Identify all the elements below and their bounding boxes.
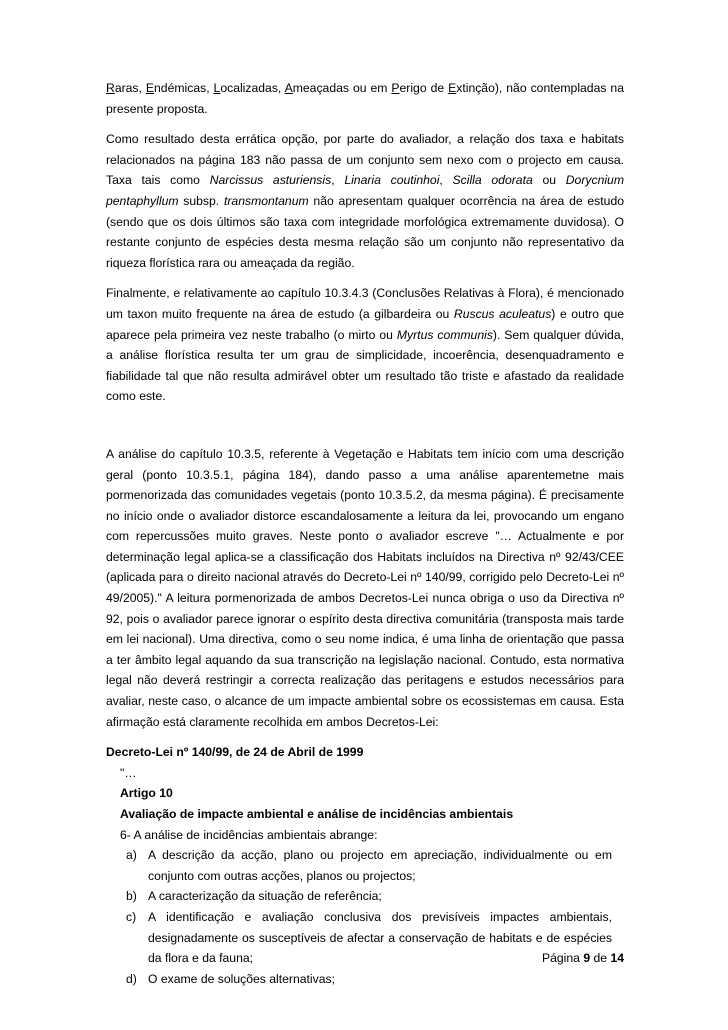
- text-run: ) e outro que aparece pela primeira vez neste trabalho (o mirto ou: [106, 306, 625, 342]
- text-run: xtinção), não contempladas na presente proposta.: [106, 81, 624, 116]
- open-quote: "…: [120, 765, 137, 780]
- decree-title: Decreto-Lei nº 140/99, de 24 de Abril de 1999: [106, 745, 364, 760]
- text-run: ,: [439, 173, 453, 188]
- list-marker: a): [126, 848, 137, 863]
- paragraph-vegetation-habitats: A análise do capítulo 10.3.5, referente à Vegetação e Habitats tem início com uma descrição geral (ponto 10.3.5.1, página 184), dando passo a uma análise aparentemetne mais pormenorizada das comunidades vegetais (ponto 10.3.5.2, da mesma página). É precisamente no início onde o avaliador distorce escandalosamente a leitura da lei, provocando um engano com repercussões muito graves. Neste ponto o avaliador escreve "… Actualmente e por determinação legal aplica-se a classificação dos Habitats incluídos na Directiva nº 92/43/CEE (aplicada para o direito nacional através do Decreto-Lei nº 140/99, corrigido pelo Decreto-Lei nº 49/2005)." A leitura pormenorizada de ambos Decretos-Lei nunca obriga o uso da Directiva nº 92, pois o avaliador parece ignorar o espírito desta directiva comunitária (transposta mais tarde em lei nacional). Uma directiva, como o seu nome indica, é uma linha de orientação que passa a ter âmbito legal aquando da sua transcrição na legislação nacional. Contudo, esta normativa legal não deverá restringir a correcta realização das peritagens e estudos necessários para avaliar, neste caso, o alcance de um impacte ambiental sobre os ecossistemas em causa. Esta afirmação está claramente recolhida em ambos Decretos-Lei:: [106, 446, 624, 729]
- list-marker: d): [126, 971, 137, 986]
- footer-of: de: [593, 951, 608, 965]
- paragraph-endangered-categories: [106, 78, 624, 119]
- page-footer: [542, 951, 624, 965]
- underlined-letter: P: [391, 81, 400, 95]
- text-run: ocalizadas,: [220, 81, 285, 95]
- list-item: [120, 886, 612, 907]
- underlined-letter: R: [106, 81, 115, 95]
- list-item-text: A descrição da acção, plano ou projecto em apreciação, individualmente ou em conjunto com outras acções, planos ou projectos;: [148, 848, 612, 883]
- list-item-text: A identificação e avaliação conclusiva dos previsíveis impactes ambientais, designadamente os susceptíveis de afectar a conservação de habitats e de espécies da flora e da fauna;: [148, 909, 612, 966]
- species-name: Myrtus communis: [396, 327, 493, 342]
- footer-label: Página: [541, 951, 580, 965]
- text-run: meaçadas ou em: [292, 81, 392, 95]
- footer-page-number: 9: [583, 951, 591, 965]
- text-run: ,: [331, 173, 345, 188]
- text-run: não apresentam qualquer ocorrência na área de estudo (sendo que os dois últimos são taxa com integridade morfológica extremamente duvidosa). O restante conjunto de espécies desta mesma relação são um conjunto não representativo da riqueza florística rara ou ameaçada da região.: [106, 193, 624, 270]
- page-content: [106, 78, 624, 989]
- species-name: Ruscus aculeatus: [453, 306, 552, 321]
- text-run: erigo de: [399, 81, 449, 95]
- text-run: ). Sem qualquer dúvida, a análise florística resulta ter um grau de simplicidade, incoerência, desenquadramento e fiabilidade tal que não resulta admirável obter um resultado tão triste e afastado da realidade como este.: [106, 327, 624, 404]
- underlined-letter: L: [213, 81, 221, 95]
- underlined-letter: E: [145, 81, 155, 95]
- article-title: Avaliação de impacte ambiental e análise de incidências ambientais: [120, 807, 514, 821]
- list-item-text: O exame de soluções alternativas;: [148, 971, 335, 986]
- species-name: transmontanum: [223, 193, 309, 208]
- article-intro: 6- A análise de incidências ambientais abrange:: [120, 827, 378, 842]
- list-marker: b): [126, 889, 137, 904]
- paragraph-taxa-relation: [106, 129, 624, 273]
- species-name: Linaria coutinhoi: [344, 173, 440, 188]
- article-number: Artigo 10: [120, 786, 173, 801]
- footer-page-total: 14: [610, 951, 624, 965]
- article-items: [120, 845, 624, 989]
- text-run: ou: [532, 173, 566, 188]
- species-name: Scilla odorata: [452, 173, 533, 188]
- underlined-letter: A: [284, 81, 293, 95]
- paragraph-flora-conclusions: [106, 283, 624, 407]
- list-marker: c): [126, 909, 137, 924]
- text-run: subsp.: [178, 193, 224, 208]
- list-item-text: A caracterização da situação de referência;: [148, 889, 382, 904]
- species-name: Narcissus asturiensis: [209, 173, 332, 188]
- text-run: Finalmente, e relativamente ao capítulo 10.3.4.3 (Conclusões Relativas à Flora), é mencionado um taxon muito frequente na área de estudo (a gilbardeira ou: [106, 286, 624, 321]
- species-name: Dorycnium pentaphyllum: [106, 173, 624, 208]
- text-run: Como resultado desta errática opção, por parte do avaliador, a relação dos taxa e habitats relacionados na página 183 não passa de um conjunto sem nexo com o projecto em causa. Taxa tais como: [106, 132, 624, 188]
- list-item: [120, 845, 612, 886]
- list-item: [120, 969, 612, 990]
- underlined-letter: E: [448, 81, 457, 95]
- text-run: aras,: [114, 81, 146, 95]
- list-item: [120, 907, 612, 969]
- text-run: ndémicas,: [154, 81, 214, 95]
